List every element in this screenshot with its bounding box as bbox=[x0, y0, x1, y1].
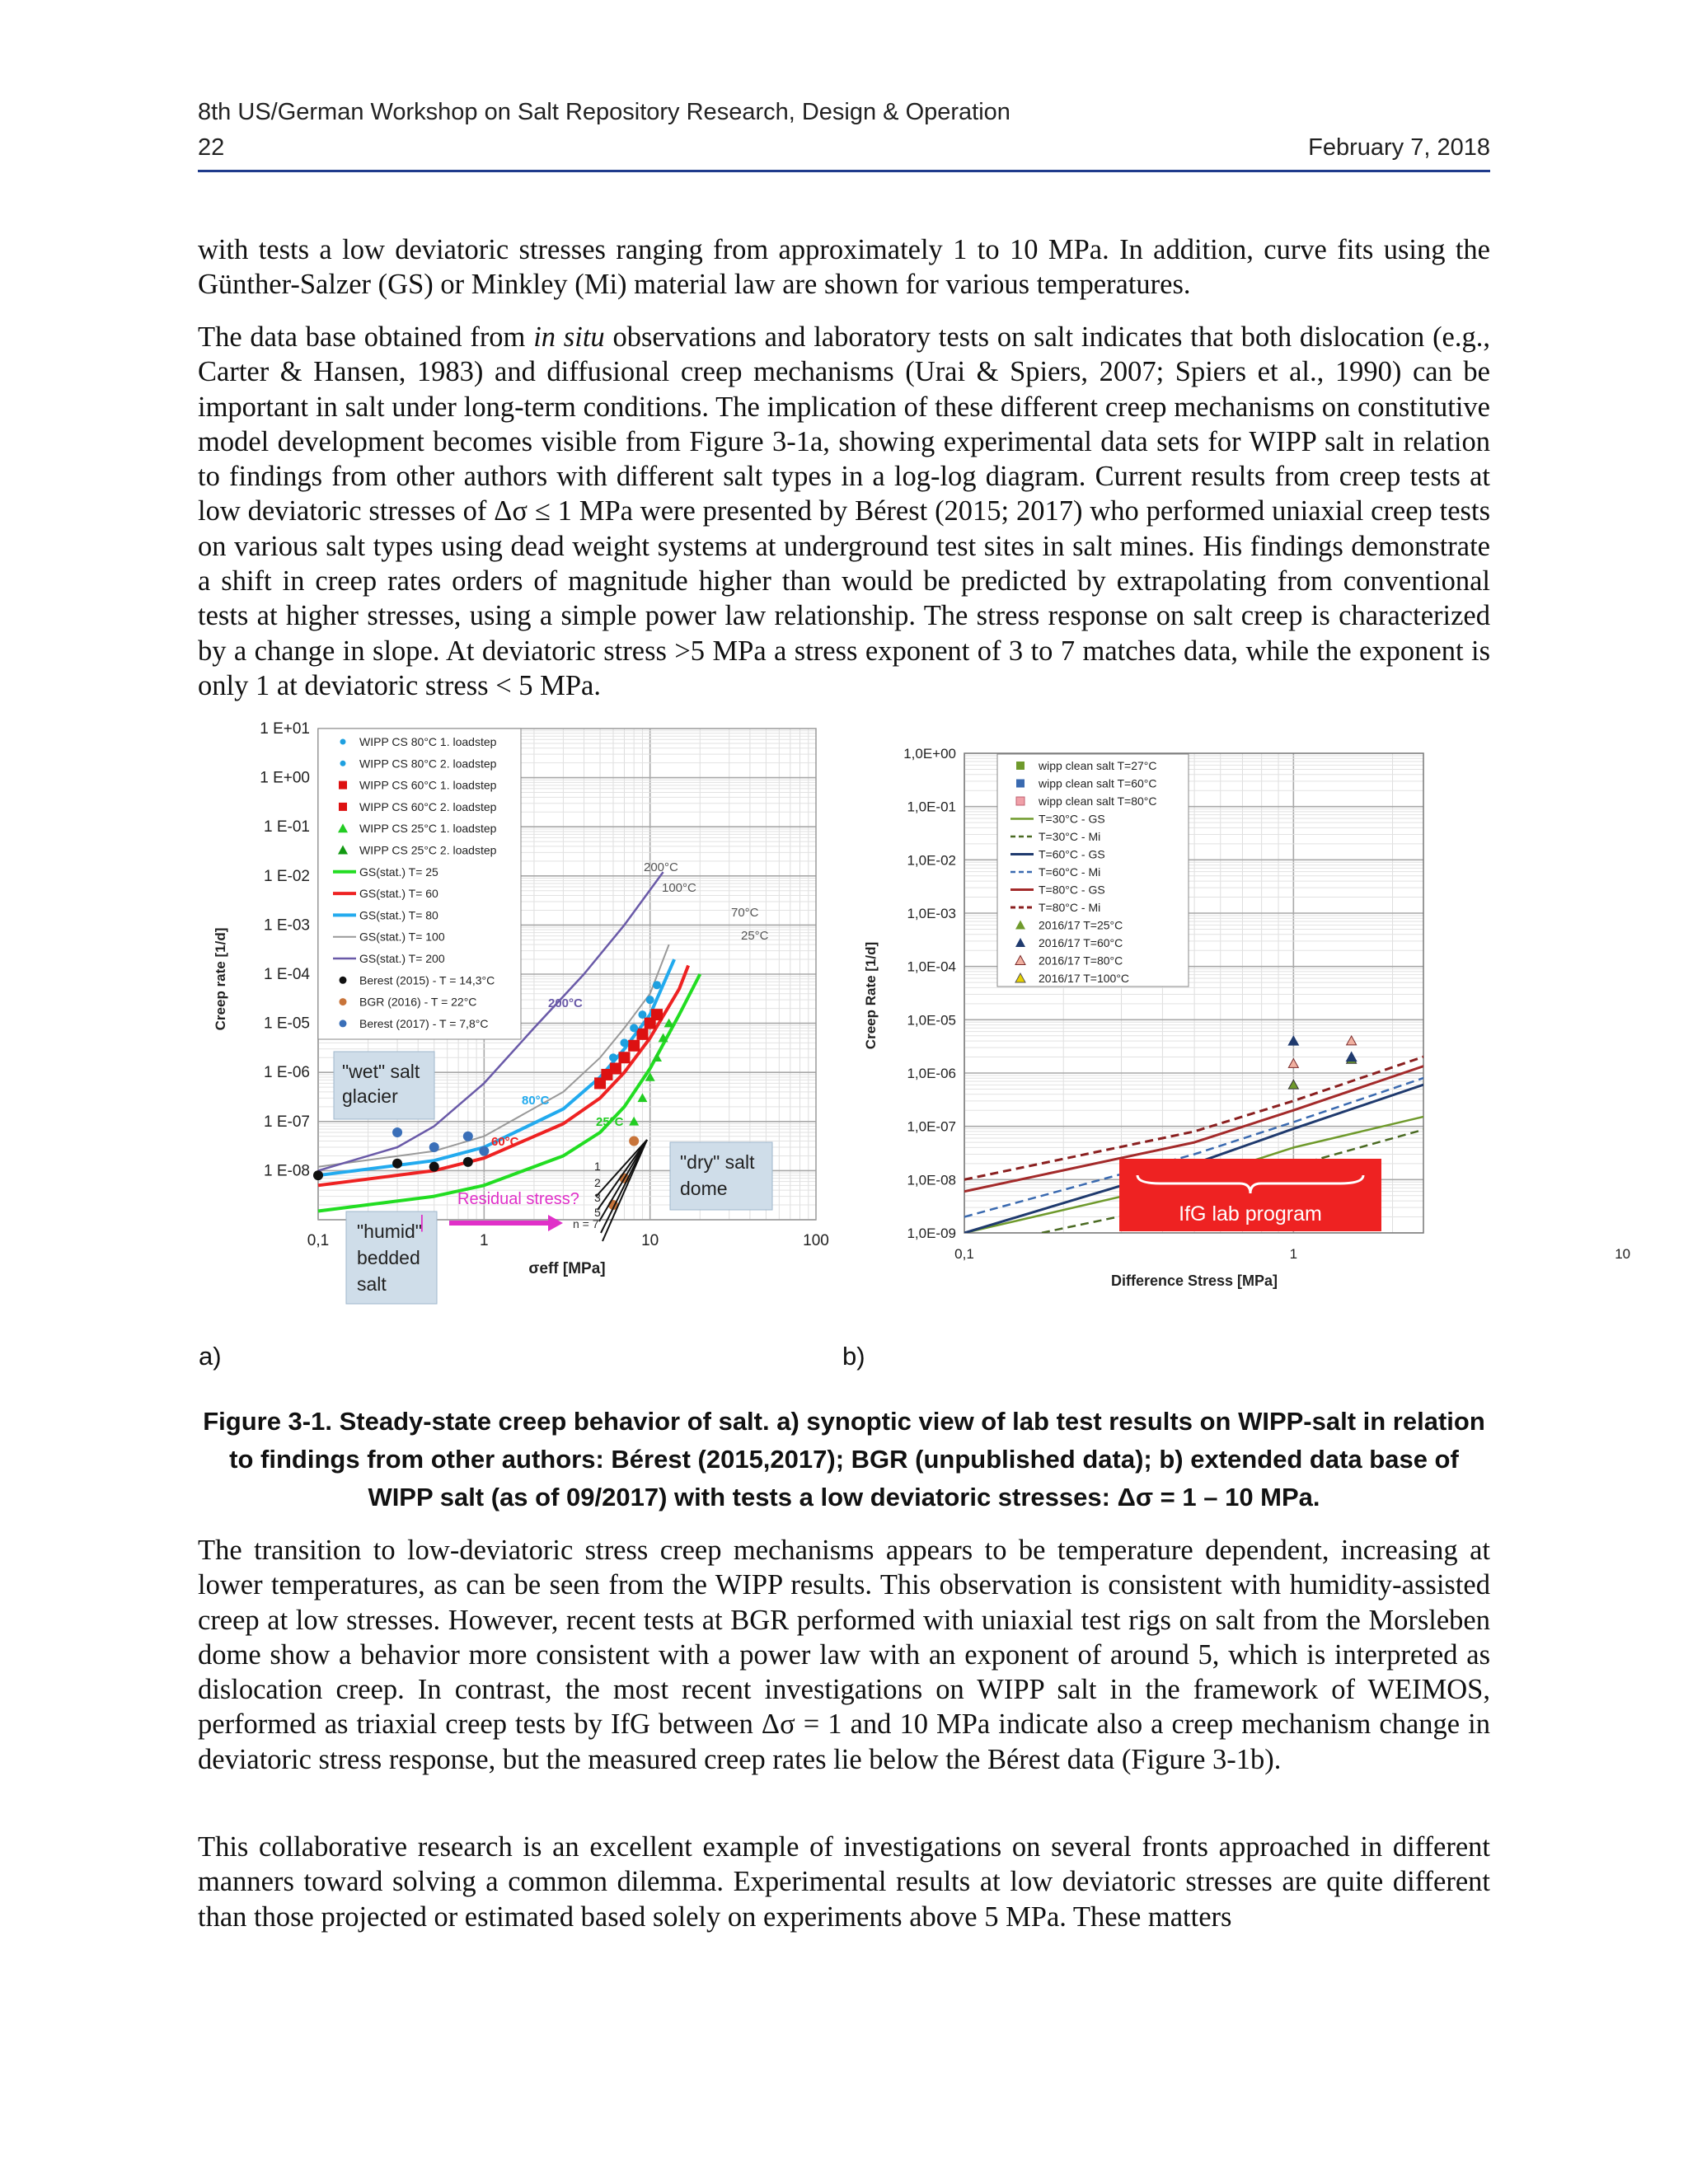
annotation-wet-salt bbox=[334, 1052, 434, 1119]
data-point bbox=[609, 1053, 617, 1062]
data-point bbox=[1665, 907, 1676, 919]
y-tick-label: 1,0E-04 bbox=[907, 958, 956, 975]
y-tick-label: 1,0E-02 bbox=[907, 852, 956, 869]
legend-label: T=30°C - Mi bbox=[1039, 830, 1101, 843]
data-point bbox=[1617, 977, 1629, 988]
annotation-dry-salt bbox=[670, 1142, 772, 1210]
data-point bbox=[1532, 1064, 1542, 1073]
legend-swatch bbox=[340, 739, 346, 745]
data-point bbox=[610, 1062, 621, 1074]
page-number: 22 bbox=[198, 134, 225, 161]
residual-stress-label: Residual stress? bbox=[457, 1190, 579, 1208]
fan-label-1: 1 bbox=[594, 1160, 601, 1173]
ifg-lab-program-label: IfG lab program bbox=[1179, 1202, 1322, 1226]
wet-salt-line-1: "wet" salt bbox=[342, 1061, 420, 1082]
legend-swatch bbox=[339, 803, 347, 811]
data-point bbox=[1585, 961, 1597, 972]
figure-label-a: a) bbox=[199, 1342, 222, 1371]
legend-label: 2016/17 T=100°C bbox=[1039, 972, 1130, 985]
legend-label: T=80°C - Mi bbox=[1039, 901, 1101, 914]
paragraph-1: with tests a low deviatoric stresses ranging from approximately 1 to 10 MPa. In addition, curve fits using the Günther-Salzer (GS) or Minkley (Mi) material law are shown for various temperatures. bbox=[198, 234, 1490, 301]
x-tick-label: 0,1 bbox=[954, 1246, 974, 1262]
figure-b bbox=[856, 724, 1631, 1314]
data-point bbox=[463, 1132, 473, 1141]
legend-label: WIPP CS 60°C 1. loadstep bbox=[359, 778, 497, 792]
fan-label-2: 2 bbox=[594, 1176, 601, 1189]
legend-label: GS(stat.) T= 80 bbox=[359, 908, 438, 922]
legend-label: wipp clean salt T=27°C bbox=[1039, 759, 1157, 772]
humid-salt-line-2: bedded bbox=[357, 1247, 420, 1268]
x-tick-label: 1 bbox=[1289, 1246, 1298, 1262]
running-header-title: 8th US/German Workshop on Salt Repository Research, Design & Operation bbox=[198, 99, 1010, 125]
temp-label-100: 100°C bbox=[662, 881, 696, 895]
legend-label: BGR (2016) - T = 22°C bbox=[359, 995, 477, 1009]
x-tick-label: 1 bbox=[480, 1232, 489, 1249]
legend-swatch bbox=[1016, 780, 1025, 788]
header-date: February 7, 2018 bbox=[1308, 134, 1490, 161]
chart-a-ylabel: Creep rate [1/d] bbox=[213, 927, 228, 1031]
humid-salt-line-3: salt bbox=[357, 1273, 387, 1295]
legend-swatch bbox=[339, 781, 347, 790]
wet-salt-line-2: glacier bbox=[342, 1085, 398, 1107]
chart-b-ylabel: Creep Rate [1/d] bbox=[863, 941, 879, 1050]
data-point bbox=[630, 1024, 638, 1032]
temp-label-70: 70°C bbox=[731, 906, 759, 920]
y-tick-label: 1 E-04 bbox=[264, 966, 310, 983]
data-point bbox=[1684, 929, 1688, 940]
legend-swatch bbox=[1016, 762, 1025, 770]
legend-label: WIPP CS 25°C 2. loadstep bbox=[359, 843, 497, 857]
paragraph-3: The transition to low-deviatoric stress creep mechanisms appears to be temperature dependent, increasing at lower temperatures, as can be seen from the WIPP results. This observation is consistent with humidity-assisted creep at low stresses. However, recent tests at BGR performed with uniaxial test rigs on salt from the Morsleben dome show a behavior more consistent with a power law with an exponent of around 5, which is interpreted as dislocation creep. In contrast, the most recent investigations on WIPP salt in the framework of WEIMOS, performed as triaxial creep tests by IfG between Δσ = 1 and 10 MPa indicate also a creep mechanism change in deviatoric stress response, but the measured creep rates lie below the Bérest data (Figure 3-1b). bbox=[198, 1535, 1490, 1775]
y-tick-label: 1 E-01 bbox=[264, 818, 310, 837]
y-tick-label: 1,0E-05 bbox=[907, 1012, 956, 1029]
x-tick-label: 100 bbox=[803, 1232, 829, 1249]
y-tick-label: 1,0E-03 bbox=[907, 906, 956, 921]
n-equals-label: n = 7 bbox=[573, 1217, 599, 1230]
legend-label: WIPP CS 80°C 2. loadstep bbox=[359, 757, 497, 771]
legend-label: 2016/17 T=25°C bbox=[1039, 918, 1123, 932]
temp-label-25-lower: 25°C bbox=[596, 1115, 624, 1129]
y-tick-label: 1,0E-07 bbox=[907, 1118, 956, 1135]
chart-a-xlabel: σeff [MPa] bbox=[528, 1260, 606, 1277]
y-tick-label: 1 E-08 bbox=[264, 1162, 310, 1180]
y-tick-label: 1 E+01 bbox=[260, 720, 310, 738]
figure-caption: Figure 3-1. Steady-state creep behavior of salt. a) synoptic view of lab test results on WIPP-salt in relation to findings from other authors: Bérest (2015,2017); BGR (unpublished data); b) extended data base of WIPP salt (as of 09/2017) with tests a low deviatoric stresses: Δσ = 1 – 10 MPa. bbox=[203, 1407, 1485, 1511]
humid-salt-line-1: "humid" bbox=[357, 1221, 422, 1242]
data-point bbox=[429, 1162, 439, 1172]
data-point bbox=[651, 1009, 663, 1020]
data-point bbox=[392, 1127, 402, 1137]
data-point bbox=[1567, 967, 1577, 976]
data-point bbox=[1566, 993, 1578, 1004]
data-point bbox=[1531, 1019, 1543, 1030]
data-point bbox=[1487, 989, 1497, 998]
legend-label: T=30°C - GS bbox=[1039, 812, 1105, 826]
legend-swatch bbox=[340, 761, 346, 766]
y-tick-label: 1 E-07 bbox=[264, 1113, 310, 1131]
legend-label: wipp clean salt T=60°C bbox=[1039, 776, 1157, 790]
paragraph-2-start: The data base obtained from bbox=[198, 321, 534, 353]
ifg-lab-program-annotation bbox=[1119, 1159, 1381, 1231]
figure-a bbox=[210, 720, 845, 1309]
data-point bbox=[653, 981, 661, 989]
temp-label-60: 60°C bbox=[491, 1135, 519, 1149]
data-point bbox=[392, 1159, 402, 1169]
data-point bbox=[618, 1052, 630, 1063]
temp-label-200-upper: 200°C bbox=[644, 860, 678, 874]
legend-swatch bbox=[340, 1019, 347, 1027]
legend-label: GS(stat.) T= 100 bbox=[359, 930, 445, 944]
data-point bbox=[1665, 951, 1676, 963]
paragraph-2 bbox=[198, 320, 1490, 703]
data-point bbox=[1617, 951, 1629, 963]
legend-swatch bbox=[340, 977, 347, 984]
legend-label: Berest (2017) - T = 7,8°C bbox=[359, 1016, 489, 1030]
header-rule bbox=[198, 170, 1490, 172]
data-point bbox=[1643, 929, 1654, 940]
legend-swatch bbox=[340, 998, 347, 1005]
data-point bbox=[1567, 1047, 1577, 1056]
legend-swatch bbox=[1016, 797, 1025, 805]
temp-label-80: 80°C bbox=[522, 1094, 550, 1108]
y-tick-label: 1 E-03 bbox=[264, 916, 310, 935]
fan-label-3: 3 bbox=[594, 1191, 601, 1204]
data-point bbox=[620, 1038, 628, 1047]
data-point bbox=[1487, 1005, 1497, 1015]
y-tick-label: 1,0E-09 bbox=[907, 1226, 956, 1241]
data-point bbox=[1486, 1042, 1498, 1052]
legend-label: GS(stat.) T= 200 bbox=[359, 952, 445, 965]
legend-label: wipp clean salt T=80°C bbox=[1039, 794, 1157, 808]
y-tick-label: 1,0E+00 bbox=[903, 746, 956, 762]
data-point bbox=[1643, 972, 1654, 984]
data-point bbox=[429, 1142, 439, 1152]
data-point bbox=[463, 1157, 473, 1167]
legend-label: T=80°C - GS bbox=[1039, 883, 1105, 897]
paragraph-2-rest: observations and laboratory tests on salt indicates that both dislocation (e.g., Carter & Hansen, 1983) and diffusional creep mechanisms (Urai & Spiers, 2007; Spiers et al., 1990) can be important in salt under long-term conditions. The implication of these different creep mechanisms on constitutive model development becomes visible from Figure 3-1a, showing experimental data sets for WIPP salt in relation to findings from other authors with different salt types in a log-log diagram. Current results from creep tests at low deviatoric stresses of Δσ ≤ 1 MPa were presented by Bérest (2015; 2017) who performed uniaxial creep tests on various salt types using dead weight systems at underground test sites in salt mines. His findings demonstrate a shift in creep rates orders of magnitude higher than would be predicted by extrapolating from conventional tests at higher stresses, using a simple power law relationship. The stress response on salt creep is characterized by a change in slope. At deviatoric stress >5 MPa a stress exponent of 3 to 7 matches data, while the exponent is only 1 at deviatoric stress < 5 MPa. bbox=[198, 321, 1490, 701]
data-point bbox=[1618, 1047, 1628, 1057]
data-point bbox=[646, 996, 654, 1004]
legend-label: Berest (2015) - T = 14,3°C bbox=[359, 973, 495, 987]
data-point bbox=[1602, 958, 1612, 967]
data-point bbox=[1487, 1080, 1497, 1089]
y-tick-label: 1 E-05 bbox=[264, 1015, 310, 1033]
paragraph-4: This collaborative research is an excellent example of investigations on several fronts approached in different manners toward solving a common dilemma. Experimental results at low deviatoric stresses are quite different than those projected or estimated based solely on experiments above 5 MPa. These matters bbox=[198, 1831, 1490, 1933]
y-tick-label: 1,0E-01 bbox=[907, 799, 956, 815]
residual-stress-bar-icon: | bbox=[420, 1211, 424, 1232]
temp-label-200-lower: 200°C bbox=[548, 996, 583, 1010]
chart-a-svg bbox=[210, 720, 845, 1309]
legend-label: GS(stat.) T= 60 bbox=[359, 887, 438, 901]
data-point bbox=[638, 1010, 646, 1019]
y-tick-label: 1 E+00 bbox=[260, 769, 310, 787]
x-tick-label: 10 bbox=[1615, 1246, 1631, 1262]
data-point bbox=[1602, 1031, 1612, 1040]
legend-label: GS(stat.) T= 25 bbox=[359, 865, 438, 879]
paragraph-2-italic: in situ bbox=[533, 321, 605, 353]
legend-label: WIPP CS 25°C 1. loadstep bbox=[359, 822, 497, 836]
y-tick-label: 1 E-02 bbox=[264, 867, 310, 885]
data-point bbox=[636, 1029, 648, 1040]
data-point bbox=[1601, 982, 1613, 992]
temp-label-25-upper: 25°C bbox=[741, 929, 769, 943]
chart-a-legend-box bbox=[318, 729, 521, 1039]
dry-salt-line-2: dome bbox=[680, 1178, 728, 1199]
y-tick-label: 1,0E-08 bbox=[907, 1172, 956, 1188]
legend-label: 2016/17 T=80°C bbox=[1039, 954, 1123, 968]
chart-b-xlabel: Difference Stress [MPa] bbox=[1110, 1272, 1278, 1289]
data-point bbox=[479, 1146, 489, 1156]
legend-label: 2016/17 T=60°C bbox=[1039, 936, 1123, 949]
data-point bbox=[1532, 977, 1542, 987]
x-tick-label: 0,1 bbox=[307, 1232, 330, 1249]
fan-label-4: 5 bbox=[594, 1206, 601, 1219]
data-point bbox=[628, 1040, 640, 1052]
y-tick-label: 1,0E-06 bbox=[907, 1066, 956, 1081]
legend-label: T=60°C - Mi bbox=[1039, 865, 1101, 879]
chart-b-svg bbox=[856, 724, 1631, 1314]
legend-label: WIPP CS 60°C 2. loadstep bbox=[359, 799, 497, 813]
data-point bbox=[1586, 1064, 1596, 1074]
legend-label: WIPP CS 80°C 1. loadstep bbox=[359, 735, 497, 748]
data-point bbox=[629, 1137, 639, 1146]
dry-salt-line-1: "dry" salt bbox=[680, 1151, 755, 1173]
legend-label: T=60°C - GS bbox=[1039, 847, 1105, 861]
figure-label-b: b) bbox=[842, 1342, 865, 1371]
y-tick-label: 1 E-06 bbox=[264, 1064, 310, 1082]
data-point bbox=[313, 1170, 323, 1180]
x-tick-label: 10 bbox=[641, 1232, 659, 1249]
